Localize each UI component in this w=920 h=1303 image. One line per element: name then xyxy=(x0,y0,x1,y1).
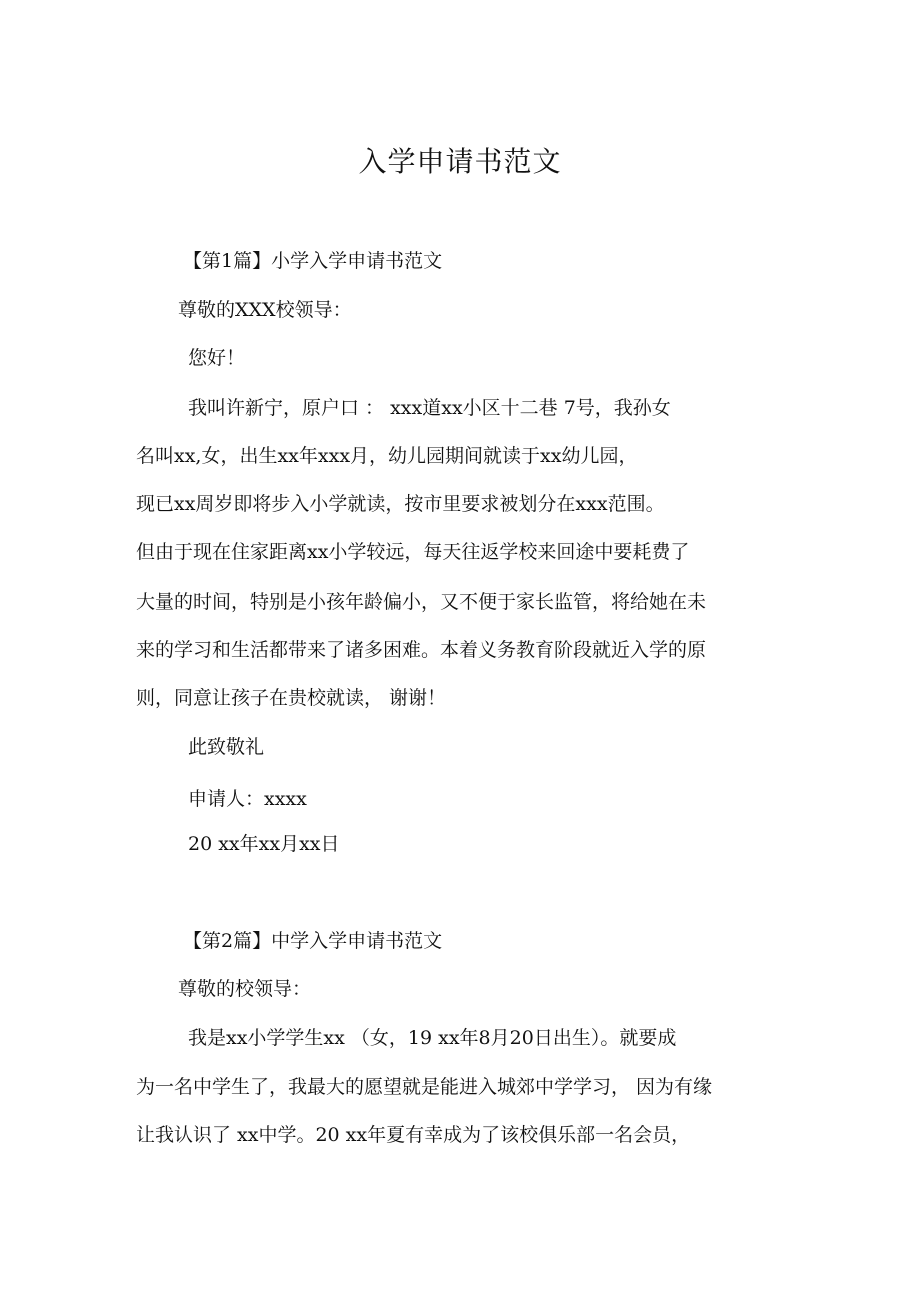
section1-body-line-1: 我叫许新宁，原户口 ： xxx道xx小区十二巷 7号，我孙女 xyxy=(188,397,671,419)
section2-body-line-2: 为一名中学生了，我最大的愿望就是能进入城郊中学学习， 因为有缘 xyxy=(136,1076,713,1098)
section2-body-line-3: 让我认识了 xx中学。20 xx年夏有幸成为了该校俱乐部一名会员， xyxy=(136,1124,691,1146)
section1-body-line-7: 则，同意让孩子在贵校就读， 谢谢！ xyxy=(136,687,447,709)
section1-heading: 【第1篇】小学入学申请书范文 xyxy=(183,250,443,272)
section1-body-line-4: 但由于现在住家距离xx小学较远，每天往返学校来回途中要耗费了 xyxy=(136,541,690,563)
section1-greeting: 您好！ xyxy=(188,347,246,369)
section1-body-line-2: 名叫xx,女，出生xx年xxx月，幼儿园期间就读于xx幼儿园， xyxy=(136,445,638,467)
section2-body-line-1: 我是xx小学学生xx （女，19 xx年8月20日出生）。就要成 xyxy=(188,1027,677,1049)
section1-body-line-6: 来的学习和生活都带来了诸多困难。本着义务教育阶段就近入学的原 xyxy=(136,639,707,661)
section1-closing: 此致敬礼 xyxy=(188,736,265,758)
section2-heading: 【第2篇】中学入学申请书范文 xyxy=(183,930,443,952)
section1-date: 20 xx年xx月xx日 xyxy=(188,833,340,855)
section1-applicant: 申请人：xxxx xyxy=(188,788,307,810)
section2-salutation: 尊敬的校领导： xyxy=(178,978,312,1000)
section1-salutation: 尊敬的XXX校领导： xyxy=(178,299,352,321)
section1-body-line-5: 大量的时间，特别是小孩年龄偏小，又不便于家长监管，将给她在未 xyxy=(136,591,707,613)
section1-body-line-3: 现已xx周岁即将步入小学就读，按市里要求被划分在xxx范围。 xyxy=(136,493,665,515)
document-title: 入学申请书范文 xyxy=(358,145,562,178)
